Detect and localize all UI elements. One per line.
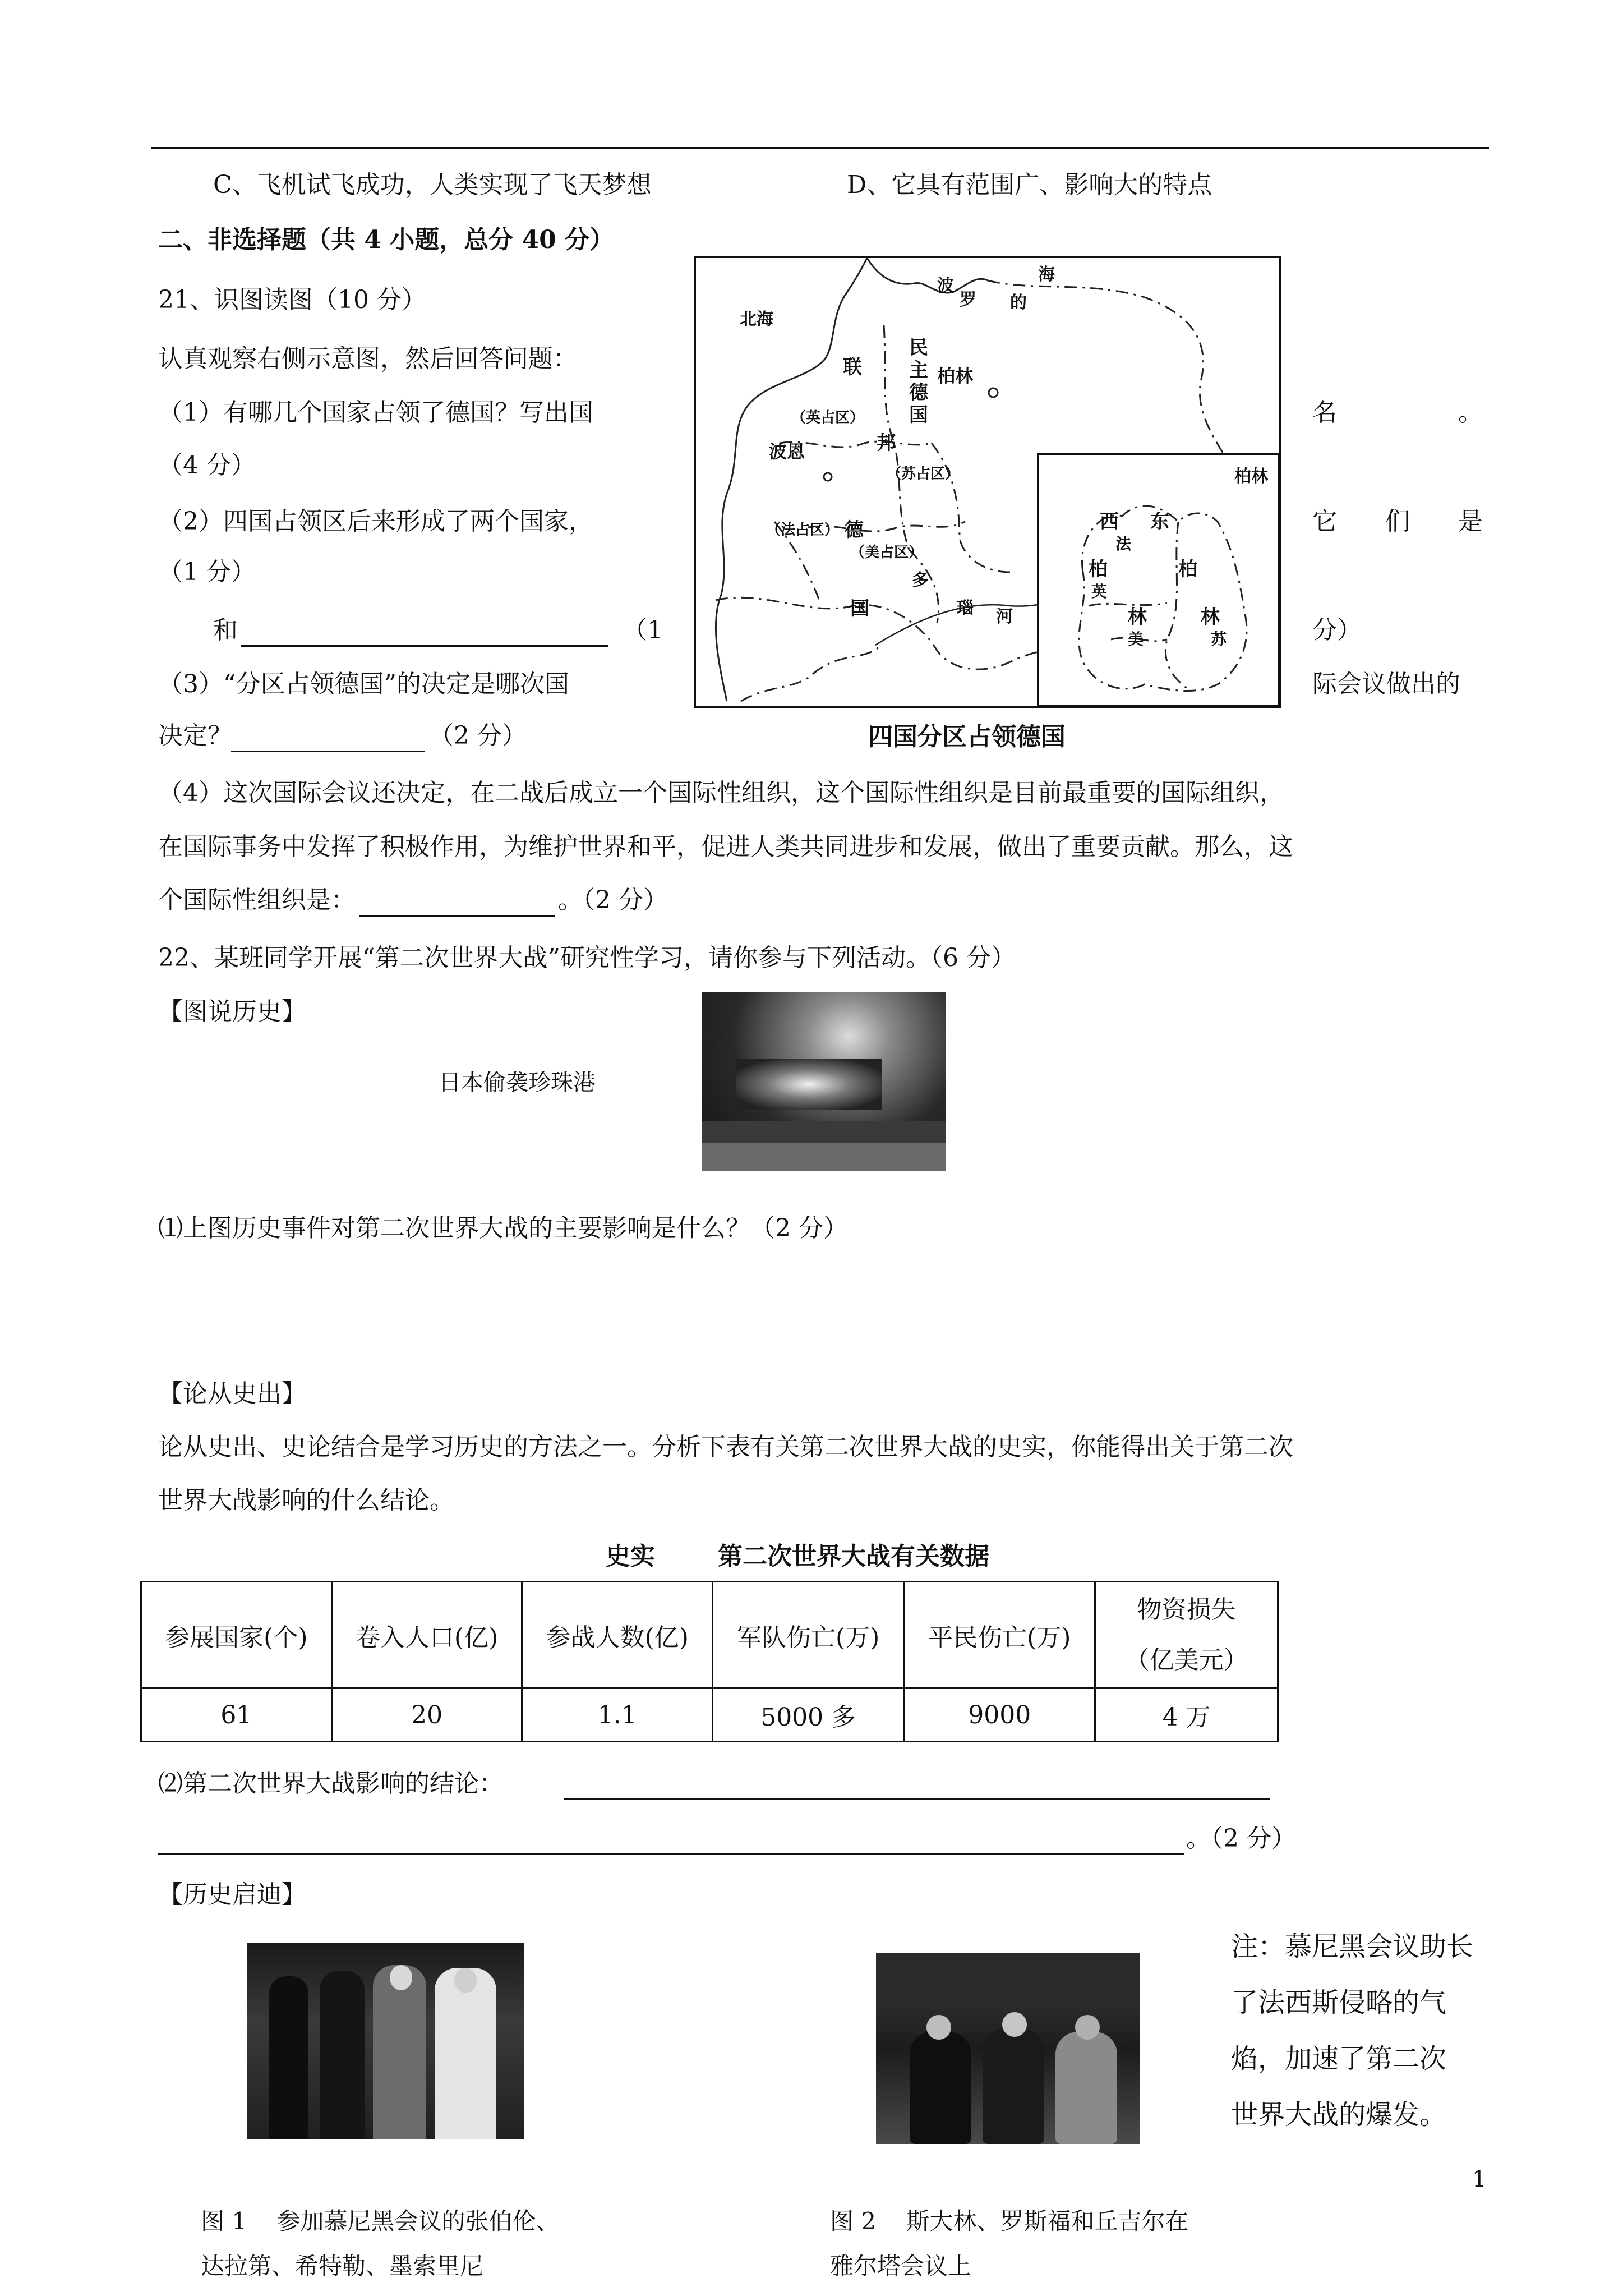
option-c: C、飞机试飞成功，人类实现了飞天梦想: [213, 171, 652, 199]
option-d: D、它具有范围广、影响大的特点: [847, 171, 1212, 199]
q21-p3-line2a: 决定？: [158, 721, 232, 750]
table-header-line: 物资损失: [1137, 1595, 1236, 1624]
header-rule: [151, 147, 1489, 149]
q22-lunshi-text2: 世界大战影响的什么结论。: [158, 1486, 454, 1515]
q21-p2-paren: （1: [623, 616, 663, 645]
q21-p4-line2: 在国际事务中发挥了积极作用，为维护世界和平，促进人类共同进步和发展，做出了重要贡献。那么，这: [158, 832, 1293, 861]
q21-p3-right: 际会议做出的: [1312, 670, 1460, 698]
fig2-caption: 雅尔塔会议上: [830, 2252, 972, 2280]
table-title-a: 史实: [606, 1542, 655, 1571]
map-label-danube: 瑙: [957, 599, 974, 618]
table-cell: 5000 多: [713, 1688, 904, 1742]
q21-p1-left: （1）有哪几个国家占领了德国？写出国: [158, 398, 593, 427]
page-number: 1: [1472, 2166, 1487, 2192]
map-label-gdr: 主: [909, 359, 928, 381]
map-label-us-zone: （美占区）: [850, 544, 924, 561]
map-label-north-sea: 北海: [740, 310, 773, 329]
map-label-fr-zone: （法占区）: [766, 522, 840, 539]
table-header-row: [141, 1582, 1278, 1688]
q22-title: 22、某班同学开展“第二次世界大战”研究性学习，请你参与下列活动。（6 分）: [158, 944, 1016, 972]
germany-occupation-map: [694, 256, 1281, 708]
q21-p2-right-b: 们: [1385, 507, 1410, 536]
q22-lunshi-text1: 论从史出、史论结合是学习历史的方法之一。分析下表有关第二次世界大战的史实，你能得出关于第二次: [158, 1433, 1293, 1461]
table-cell: 9000: [904, 1688, 1095, 1742]
map-label-frg: 邦: [877, 432, 896, 454]
ww2-data-table: [140, 1581, 1279, 1742]
q21-p2-right-a: 它: [1312, 507, 1337, 536]
map-label-gdr: 民: [909, 337, 928, 359]
table-header: 卷入人口(亿): [331, 1582, 522, 1688]
map-label-frg: 联: [843, 356, 862, 379]
note-line: 了法西斯侵略的气: [1231, 1987, 1447, 2018]
map-drawing: [696, 258, 1279, 706]
inset-east-berlin: 柏: [1178, 558, 1197, 581]
q21-intro: 认真观察右侧示意图，然后回答问题：: [158, 344, 578, 373]
answer-blank[interactable]: [158, 1828, 1184, 1855]
map-label-su-zone: （苏占区）: [887, 466, 960, 482]
map-label-danube: 河: [996, 607, 1013, 627]
q21-p1-right-b: 。: [1458, 398, 1483, 427]
map-label-baltic: 的: [1010, 293, 1027, 312]
inset-east-berlin: 东: [1150, 510, 1169, 533]
map-label-baltic: 海: [1038, 265, 1055, 284]
table-header: 参展国家(个): [141, 1582, 332, 1688]
answer-blank[interactable]: [241, 619, 608, 647]
q22-q2: ⑵第二次世界大战影响的结论：: [158, 1769, 504, 1798]
q21-p4-line1: （4）这次国际会议还决定，在二战后成立一个国际性组织，这个国际性组织是目前最重要的国际组织，: [158, 779, 1284, 807]
q21-p1-score: （4 分）: [158, 451, 256, 480]
yalta-conference-photo: [876, 1953, 1140, 2144]
map-label-baltic: 罗: [960, 290, 976, 310]
q22-qidi: 【历史启迪】: [158, 1880, 306, 1909]
q21-p1-right-a: 名: [1312, 398, 1337, 427]
table-header: [1095, 1582, 1278, 1688]
table-cell: 61: [141, 1688, 332, 1742]
fig2-caption: 图 2 斯大林、罗斯福和丘吉尔在: [830, 2207, 1189, 2235]
table-cell: 20: [331, 1688, 522, 1742]
table-header: 平民伤亡(万): [904, 1582, 1095, 1688]
map-label-berlin: 柏林: [937, 365, 974, 386]
q21-p4-line3b: 。（2 分）: [558, 886, 668, 914]
note-line: 世界大战的爆发。: [1231, 2099, 1447, 2131]
fig1-caption: 图 1 参加慕尼黑会议的张伯伦、: [201, 2207, 560, 2235]
q22-tushuo: 【图说历史】: [158, 997, 306, 1026]
answer-blank[interactable]: [359, 889, 555, 917]
q21-p3-left: （3）“分区占领德国”的决定是哪次国: [158, 670, 569, 698]
inset-zone-fr: 法: [1115, 535, 1132, 553]
table-header: 军队伤亡(万): [713, 1582, 904, 1688]
inset-zone-uk: 英: [1091, 582, 1108, 601]
inset-west-berlin: 西: [1100, 510, 1119, 533]
inset-west-berlin: 林: [1128, 606, 1147, 628]
map-label-frg: 德: [845, 519, 864, 541]
inset-title: 柏林: [1234, 467, 1268, 486]
q21-p2-he: 和: [213, 616, 238, 645]
table-cell: 4 万: [1095, 1688, 1278, 1742]
q21-title: 21、识图读图（10 分）: [158, 286, 426, 314]
table-cell: 1.1: [522, 1688, 713, 1742]
answer-blank[interactable]: [564, 1773, 1270, 1800]
table-header-line: （亿美元）: [1124, 1645, 1248, 1674]
q21-p3-line2b: （2 分）: [429, 721, 527, 750]
pearl-harbor-caption: 日本偷袭珍珠港: [439, 1070, 596, 1096]
map-label-bonn: 波恩: [769, 441, 805, 462]
q22-q1: ⑴上图历史事件对第二次世界大战的主要影响是什么？（2 分）: [158, 1214, 848, 1243]
table-header: 参战人数(亿): [522, 1582, 713, 1688]
inset-west-berlin: 柏: [1089, 558, 1108, 581]
note-line: 注：慕尼黑会议助长: [1231, 1931, 1474, 1962]
q21-p2-end: 分）: [1312, 616, 1362, 645]
q21-p4-line3a: 个国际性组织是：: [158, 886, 356, 914]
map-label-danube: 多: [912, 570, 929, 590]
map-caption: 四国分区占领德国: [868, 723, 1066, 751]
map-label-gdr: 国: [909, 404, 928, 426]
fig1-caption: 达拉第、希特勒、墨索里尼: [201, 2252, 484, 2280]
q21-p2-right-c: 是: [1458, 507, 1483, 536]
map-label-gdr: 德: [909, 381, 928, 404]
table-row: [141, 1688, 1278, 1742]
q22-lunshi: 【论从史出】: [158, 1379, 306, 1408]
inset-zone-su: 苏: [1211, 630, 1227, 648]
inset-zone-us: 美: [1128, 630, 1144, 648]
inset-east-berlin: 林: [1201, 606, 1220, 628]
note-line: 焰，加速了第二次: [1231, 2043, 1447, 2074]
pearl-harbor-photo: [702, 992, 946, 1171]
map-label-uk-zone: （英占区）: [791, 409, 865, 426]
munich-conference-photo: [247, 1943, 524, 2139]
table-title-b: 第二次世界大战有关数据: [718, 1542, 989, 1571]
q21-p2-left: （2）四国占领区后来形成了两个国家，: [158, 507, 593, 536]
map-label-baltic: 波: [937, 276, 954, 296]
q21-p2-score: （1 分）: [158, 558, 256, 586]
section-title: 二、非选择题（共 4 小题，总分 40 分）: [158, 226, 615, 254]
answer-blank[interactable]: [231, 725, 425, 752]
q22-q2-score: 。（2 分）: [1186, 1824, 1296, 1853]
map-label-frg: 国: [850, 597, 869, 620]
